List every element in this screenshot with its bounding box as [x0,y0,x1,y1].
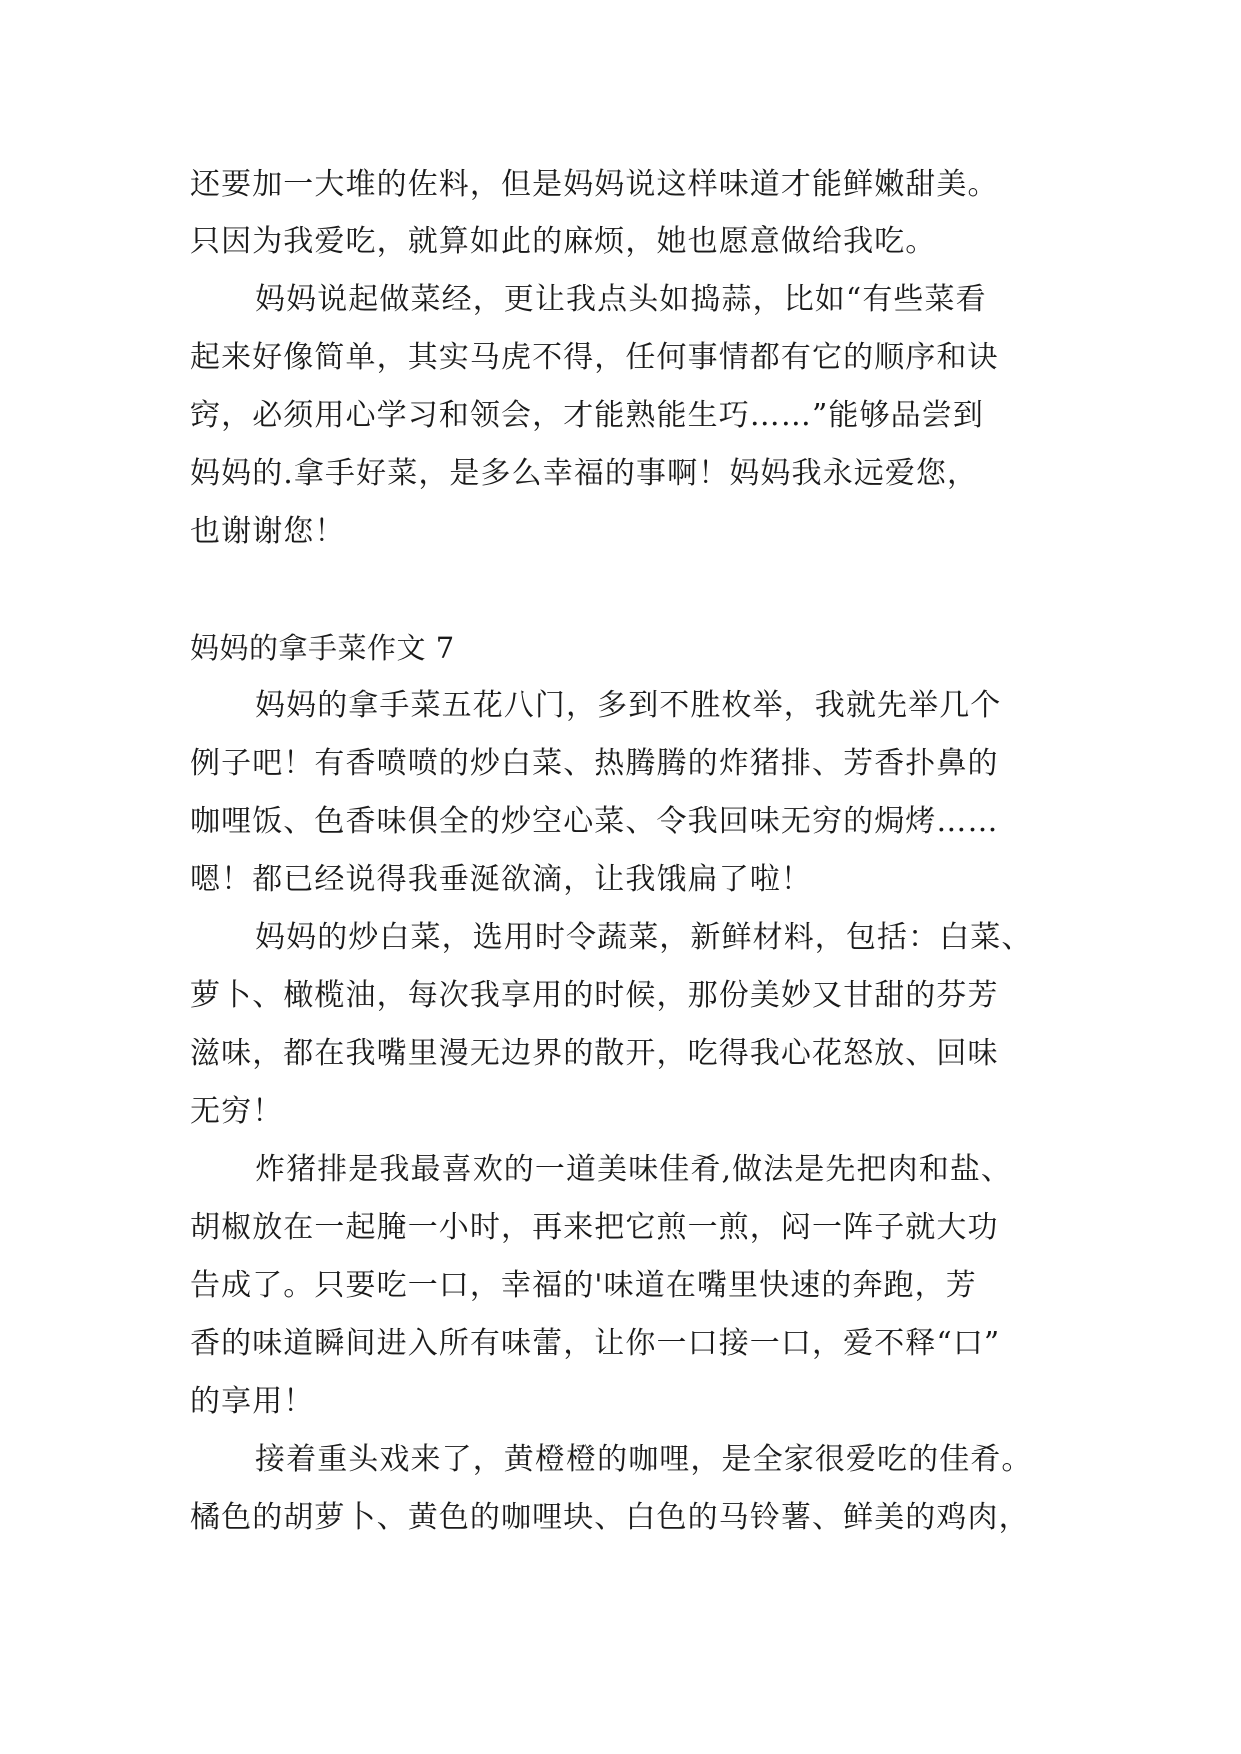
text-line: 告成了。只要吃一口，幸福的'味道在嘴里快速的奔跑，芳 [190,1268,977,1303]
text-line: 滋味，都在我嘴里漫无边界的散开，吃得我心花怒放、回味 [190,1036,999,1071]
text-line: 嗯！都已经说得我垂涎欲滴，让我饿扁了啦！ [190,862,812,897]
paragraph-first-line: 妈妈的拿手菜五花八门，多到不胜枚举，我就先举几个 [255,688,1002,723]
text-line: 妈妈的.拿手好菜，是多么幸福的事啊！妈妈我永远爱您， [190,456,979,491]
text-line: 也谢谢您！ [190,514,346,549]
text-line: 窍，必须用心学习和领会，才能熟能生巧……”能够品尝到 [190,398,984,433]
text-line: 还要加一大堆的佐料，但是妈妈说这样味道才能鲜嫩甜美。 [190,167,999,202]
section-heading: 妈妈的拿手菜作文 7 [190,631,455,665]
text-line: 咖哩饭、色香味俱全的炒空心菜、令我回味无穷的焗烤…… [190,804,999,839]
text-line: 只因为我爱吃，就算如此的麻烦，她也愿意做给我吃。 [190,224,937,259]
text-line: 起来好像简单，其实马虎不得，任何事情都有它的顺序和诀 [190,340,999,375]
text-line: 萝卜、橄榄油，每次我享用的时候，那份美妙又甘甜的芬芳 [190,978,999,1013]
text-line: 橘色的胡萝卜、黄色的咖哩块、白色的马铃薯、鲜美的鸡肉， [190,1500,1030,1535]
text-line: 香的味道瞬间进入所有味蕾，让你一口接一口，爱不释“口” [190,1326,1001,1361]
paragraph-first-line: 妈妈的炒白菜，选用时令蔬菜，新鲜材料，包括：白菜、 [255,920,1033,955]
text-line: 胡椒放在一起腌一小时，再来把它煎一煎，闷一阵子就大功 [190,1210,999,1245]
text-line: 的享用！ [190,1384,315,1419]
paragraph-first-line: 妈妈说起做菜经，更让我点头如捣蒜，比如“有些菜看 [255,282,987,317]
text-line: 无穷！ [190,1094,284,1129]
paragraph-first-line: 接着重头戏来了，黄橙橙的咖哩，是全家很爱吃的佳肴。 [255,1442,1033,1477]
paragraph-first-line: 炸猪排是我最喜欢的一道美味佳肴,做法是先把肉和盐、 [255,1152,1013,1187]
text-line: 例子吧！有香喷喷的炒白菜、热腾腾的炸猪排、芳香扑鼻的 [190,746,999,781]
